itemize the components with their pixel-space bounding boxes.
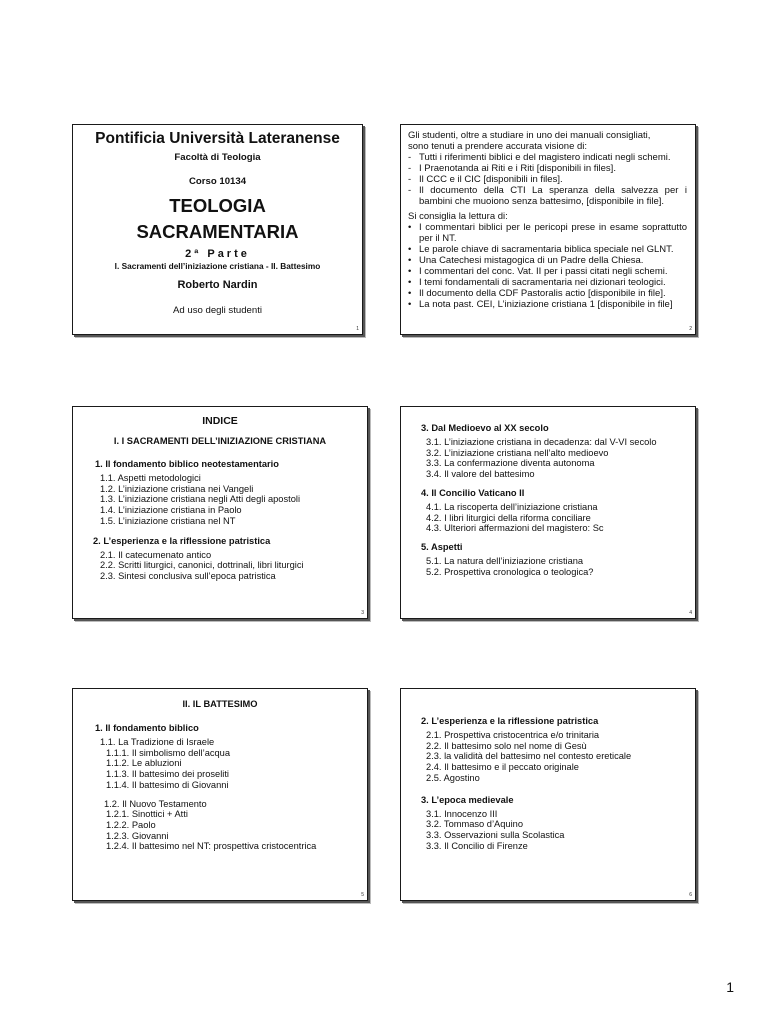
slide-5-baptism-index: [72, 688, 368, 901]
list-item-text: I commentari biblici per le pericopi prese in esame soprattutto per il NT.: [419, 222, 687, 244]
subsection-title: 1.1. La Tradizione di Israele: [100, 737, 215, 747]
list-item: 3.3. Il Concilio di Firenze: [426, 840, 528, 851]
list-item: 1.2.1. Sinottici + Atti: [106, 809, 188, 820]
slide-number: 4: [689, 610, 692, 616]
list-item: 3.3. La confermazione diventa autonoma: [426, 458, 595, 469]
dash-marker: -: [408, 174, 412, 185]
bullet-marker: •: [408, 266, 412, 277]
list-item-text: Una Catechesi mistagogica di un Padre della Chiesa.: [419, 255, 644, 266]
list-item: 1.4. L’iniziazione cristiana in Paolo: [100, 505, 242, 516]
usage-note: Ad uso degli studenti: [172, 305, 263, 316]
slide-4-index-continued: [400, 406, 696, 619]
list-item: [408, 288, 687, 299]
slide-3-index: [72, 406, 368, 619]
list-item: [408, 222, 687, 244]
list-item: [408, 174, 687, 185]
course-title-line-2: SACRAMENTARIA: [136, 221, 299, 242]
list-item: 1.1. Aspetti metodologici: [100, 473, 201, 483]
list-item: 3.2. L’iniziazione cristiana nell’alto medioevo: [426, 447, 609, 458]
list-item: 1.1.2. Le abluzioni: [106, 758, 182, 769]
bullet-marker: •: [408, 244, 412, 255]
list-item: [408, 152, 687, 163]
bullet-marker: •: [408, 288, 412, 299]
section-title: 5. Aspetti: [421, 541, 463, 552]
list-item: 2.2. Il battesimo solo nel nome di Gesù: [426, 740, 587, 751]
dash-marker: -: [408, 185, 412, 196]
section-title: 4. Il Concilio Vaticano II: [421, 487, 525, 498]
list-item: 1.5. L’iniziazione cristiana nel NT: [100, 515, 236, 526]
course-title-line-1: TEOLOGIA: [169, 195, 266, 216]
index-heading: INDICE: [202, 415, 238, 427]
section-title: 1. Il fondamento biblico neotestamentario: [95, 459, 279, 469]
list-item: 1.1.3. Il battesimo dei proseliti: [106, 769, 229, 780]
list-item: 3.2. Tommaso d’Aquino: [426, 819, 523, 830]
list-item-text: La nota past. CEI, L’iniziazione cristiana 1 [disponibile in file]: [419, 299, 673, 310]
list-item-text: Il documento della CTI La speranza della salvezza per i bambini che muoiono senza battesimo, [disponibile in file].: [419, 185, 687, 207]
list-item: [408, 299, 687, 310]
list-item: 1.1.1. Il simbolismo dell’acqua: [106, 747, 231, 758]
reading-intro: Si consiglia la lettura di:: [408, 211, 508, 222]
course-code: Corso 10134: [188, 176, 247, 187]
list-item: 3.3. Osservazioni sulla Scolastica: [426, 829, 565, 840]
list-item: 2.1. Prospettiva cristocentrica e/o trinitaria: [426, 730, 600, 740]
slide-2-study-notes: [400, 124, 696, 335]
bullet-marker: •: [408, 255, 412, 266]
section-title: 2. L’esperienza e la riflessione patristica: [421, 716, 599, 726]
list-item: 1.2.3. Giovanni: [106, 830, 169, 841]
slide-6-baptism-index-continued: [400, 688, 696, 901]
list-item: 4.1. La riscoperta dell’iniziazione cristiana: [426, 501, 598, 512]
author-name: Roberto Nardin: [177, 279, 258, 291]
list-item-text: I Praenotanda ai Riti e i Riti [disponibili in files].: [419, 163, 616, 174]
bullet-marker: •: [408, 277, 412, 288]
dash-marker: -: [408, 152, 412, 163]
list-item: 2.3. la validità del battesimo nel contesto ereticale: [426, 751, 632, 762]
subsection-title: 1.2. Il Nuovo Testamento: [104, 798, 207, 809]
list-item: 2.1. Il catecumenato antico: [100, 549, 212, 560]
list-item: 2.2. Scritti liturgici, canonici, dottrinali, libri liturgici: [100, 560, 304, 571]
page-number: 1: [726, 979, 734, 995]
faculty-name: Facoltà di Teologia: [174, 152, 261, 163]
list-item-text: Tutti i riferimenti biblici e del magistero indicati negli schemi.: [419, 152, 671, 163]
slide-number: 6: [689, 892, 692, 898]
part-label: 2ª Parte: [185, 248, 250, 260]
bullet-marker: •: [408, 299, 412, 310]
list-item-text: I commentari del conc. Vat. II per i passi citati negli schemi.: [419, 266, 668, 277]
list-item: 3.4. Il valore del battesimo: [426, 469, 535, 480]
list-item: [408, 185, 687, 207]
list-item-text: Le parole chiave di sacramentaria biblica speciale nel GLNT.: [419, 244, 674, 255]
part-heading: I. I SACRAMENTI DELL’INIZIAZIONE CRISTIANA: [113, 436, 327, 446]
section-title: 2. L’esperienza e la riflessione patristica: [93, 535, 271, 546]
slide-number: 5: [361, 892, 364, 898]
list-item: 2.3. Sintesi conclusiva sull’epoca patristica: [100, 570, 276, 581]
slide-1-title: [72, 124, 363, 335]
list-item: 2.4. Il battesimo e il peccato originale: [426, 762, 579, 773]
list-item: 5.1. La natura dell’iniziazione cristiana: [426, 555, 584, 566]
list-item: 1.1.4. Il battesimo di Giovanni: [106, 779, 229, 790]
university-name: Pontificia Università Lateranense: [95, 130, 340, 147]
section-title: 3. Dal Medioevo al XX secolo: [421, 423, 549, 433]
list-item: 2.5. Agostino: [426, 772, 480, 783]
list-item: 1.2. L’iniziazione cristiana nei Vangeli: [100, 483, 254, 494]
list-item: 1.3. L’iniziazione cristiana negli Atti degli apostoli: [100, 494, 301, 505]
intro-line: Gli studenti, oltre a studiare in uno dei manuali consigliati,: [408, 130, 651, 141]
list-item: [408, 163, 687, 174]
list-item-text: I temi fondamentali di sacramentaria nei dizionari teologici.: [419, 277, 666, 288]
slide-number: 1: [356, 326, 359, 332]
list-item-text: Il CCC e il CIC [disponibili in files].: [419, 174, 563, 185]
intro-line: sono tenuti a prendere accurata visione di:: [408, 141, 588, 152]
bullet-marker: •: [408, 222, 412, 233]
list-item: 3.1. Innocenzo III: [426, 808, 498, 819]
list-item: [408, 266, 687, 277]
list-item: 1.2.4. Il battesimo nel NT: prospettiva cristocentrica: [106, 841, 317, 852]
list-item: 5.2. Prospettiva cronologica o teologica?: [426, 566, 594, 577]
list-item: 3.1. L’iniziazione cristiana in decadenza: dal V-VI secolo: [426, 437, 657, 447]
course-subtitle: I. Sacramenti dell’iniziazione cristiana - II. Battesimo: [114, 261, 321, 271]
list-item: [408, 255, 687, 266]
list-item: [408, 277, 687, 288]
list-item: 4.2. I libri liturgici della riforma conciliare: [426, 512, 591, 523]
list-item: 4.3. Ulteriori affermazioni del magistero: Sc: [426, 523, 604, 534]
slide-number: 3: [361, 610, 364, 616]
section-title: 3. L’epoca medievale: [421, 794, 514, 805]
section-title: 1. Il fondamento biblico: [95, 723, 199, 733]
list-item: [408, 244, 687, 255]
part-heading: II. IL BATTESIMO: [182, 699, 258, 709]
dash-marker: -: [408, 163, 412, 174]
list-item-text: Il documento della CDF Pastoralis actio [disponibile in file].: [419, 288, 666, 299]
list-item: 1.2.2. Paolo: [106, 819, 156, 830]
slide-number: 2: [689, 326, 692, 332]
